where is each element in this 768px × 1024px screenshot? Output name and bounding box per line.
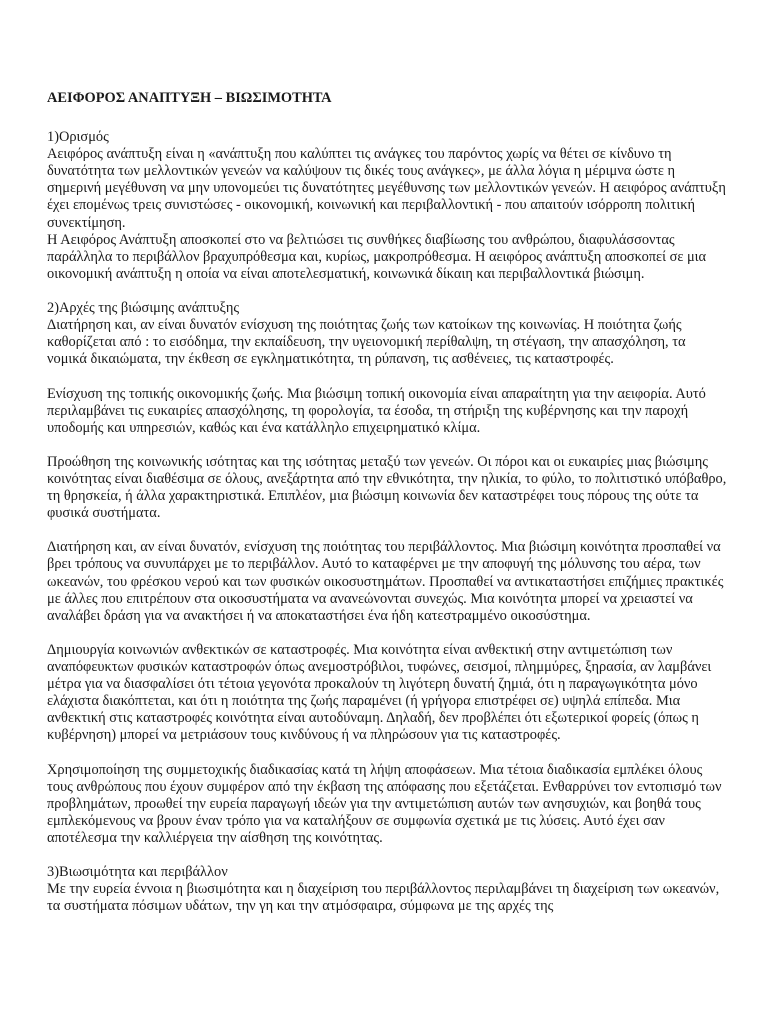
section-definition — [47, 129, 727, 283]
section-principles — [47, 300, 727, 847]
blank-line — [47, 522, 727, 539]
paragraph: Χρησιμοποίηση της συμμετοχικής διαδικασίας κατά τη λήψη αποφάσεων. Μια τέτοια διαδικασία εμπλέκει όλους τους ανθρώπους που έχουν συμφέρον από την έκβαση της απόφασης που εξετάζεται. Ενθαρρύνει τον εντοπισμό των προβλημάτων, προωθεί την ευρεία παραγωγή ιδεών για την αντιμετώπιση αυτών των ανησυχιών, και βοηθά τους εμπλεκόμενους να βρουν έναν τρόπο για να καταλήξουν σε συμφωνία σχετικά με τις λύσεις. Αυτό έχει σαν αποτέλεσμα την καλλιέργεια την αίσθηση της κοινότητας. — [47, 761, 722, 846]
paragraph: Με την ευρεία έννοια η βιωσιμότητα και η διαχείριση του περιβάλλοντος περιλαμβάνει τη διαχείριση των ωκεανών, τα συστήματα πόσιμων υδάτων, την γη και την ατμόσφαιρα, σύμφωνα με της αρχές της — [47, 881, 720, 915]
blank-line — [47, 368, 727, 385]
section-heading: 3)Βιωσιμότητα και περιβάλλον — [47, 864, 228, 881]
section-heading: 2)Αρχές της βιώσιμης ανάπτυξης — [47, 300, 240, 317]
blank-line — [47, 625, 727, 642]
paragraph: Προώθηση της κοινωνικής ισότητας και της ισότητας μεταξύ των γενεών. Οι πόροι και οι ευκαιρίες μιας βιώσιμης κοινότητας είναι διαθέσιμα σε όλους, ανεξάρτητα από την εθνικότητα, την ηλικία, το φύλο, το πολιτιστικό υπόβαθρο, τη θρησκεία, ή άλλα χαρακτηριστικά. Επιπλέον, μια βιώσιμη κοινωνία δεν καταστρέφει τους πόρους της ούτε τα φυσικά συστήματα. — [47, 453, 727, 522]
paragraph: Δημιουργία κοινωνιών ανθεκτικών σε καταστροφές. Μια κοινότητα είναι ανθεκτική στην αντιμετώπιση των αναπόφευκτων φυσικών καταστροφών όπως ανεμοστρόβιλοι, τυφώνες, σεισμοί, πλημμύρες, ξηρασία, αν λαμβάνει μέτρα για να διασφαλίσει ότι τέτοια γεγονότα προκαλούν τη λιγότερη δυνατή ζημιά, ότι η παραγωγικότητα μόνο ελάχιστα διακόπτεται, και ότι η ποιότητα της ζωής παραμένει (ή γρήγορα επιστρέφει σε) υψηλά επίπεδα. Μια ανθεκτική στις καταστροφές κοινότητα είναι αυτοδύναμη. Δηλαδή, δεν προβλέπει ότι εξωτερικοί φορείς (όπως η κυβέρνηση) μπορεί να μετριάσουν τους κινδύνους ή να πληρώσουν για τις καταστροφές. — [47, 641, 712, 744]
blank-line — [47, 847, 727, 864]
paragraph: Διατήρηση και, αν είναι δυνατόν ενίσχυση της ποιότητας ζωής των κατοίκων της κοινωνίας. Η ποιότητα ζωής καθορίζεται από : το εισόδημα, την εκπαίδευση, την υγειονομική περίθαλψη, τη στέγαση, την απασχόληση, τα νομικά δικαιώματα, την έκθεση σε εγκληματικότητα, τη ρύπανση, τις ασθένειες, τις καταστροφές. — [47, 317, 686, 368]
paragraph: Αειφόρος ανάπτυξη είναι η «ανάπτυξη που καλύπτει τις ανάγκες του παρόντος χωρίς να θέτει σε κίνδυνο τη δυνατότητα των μελλοντικών γενεών να καλύψουν τις δικές τους ανάγκες», με άλλα λόγια η μέριμνα ώστε η σημερινή μεγέθυνση να μην υπονομεύει τις δυνατότητες μεγέθυνσης των μελλοντικών γενεών. Η αειφόρος ανάπτυξη έχει επομένως τρεις συνιστώσες - οικονομική, κοινωνική και περιβαλλοντική - που απαιτούν ισόρροπη πολιτική συνεκτίμηση. — [47, 146, 726, 231]
paragraph: Ενίσχυση της τοπικής οικονομικής ζωής. Μια βιώσιμη τοπική οικονομία είναι απαραίτητη για την αειφορία. Αυτό περιλαμβάνει τις ευκαιρίες απασχόλησης, τη φορολογία, τα έσοδα, τη στήριξη της κυβέρνησης και την παροχή υποδομής και υπηρεσιών, καθώς και ένα κατάλληλο επιχειρηματικό κλίμα. — [47, 385, 706, 436]
paragraph: Διατήρηση και, αν είναι δυνατόν, ενίσχυση της ποιότητας του περιβάλλοντος. Μια βιώσιμη κοινότητα προσπαθεί να βρει τρόπους να συνυπάρχει με το περιβάλλον. Αυτό το καταφέρνει με την αποφυγή της μόλυνσης του αέρα, των ωκεανών, του φρέσκου νερού και των φυσικών οικοσυστημάτων. Προσπαθεί να αντικαταστήσει επιζήμιες πρακτικές με άλλες που επιτρέπουν στα οικοσυστήματα να ανανεώνονται συνεχώς. Μια κοινότητα μπορεί να χρειαστεί να αναλάβει δράση για να ανακτήσει ή να αποκαταστήσει ένα ήδη κατεστραμμένο οικοσύστημα. — [47, 539, 724, 624]
title-spacer — [47, 107, 727, 129]
blank-line — [47, 437, 727, 454]
document-body — [47, 90, 727, 915]
paragraph: Η Αειφόρος Ανάπτυξη αποσκοπεί στο να βελτιώσει τις συνθήκες διαβίωσης του ανθρώπου, διαφυλάσσοντας παράλληλα το περιβάλλον βραχυπρόθεσμα και, κυρίως, μακροπρόθεσμα. Η αειφόρος ανάπτυξη αποσκοπεί σε μια οικονομική ανάπτυξη η οποία να είναι αποτελεσματική, κοινωνικά δίκαιη και περιβαλλοντικά βιώσιμη. — [47, 231, 707, 282]
section-environment — [47, 864, 727, 915]
document-title: ΑΕΙΦΟΡΟΣ ΑΝΑΠΤΥΞΗ – ΒΙΩΣΙΜΟΤΗΤΑ — [47, 90, 332, 106]
section-heading: 1)Ορισμός — [47, 129, 109, 146]
blank-line — [47, 283, 727, 300]
blank-line — [47, 744, 727, 761]
